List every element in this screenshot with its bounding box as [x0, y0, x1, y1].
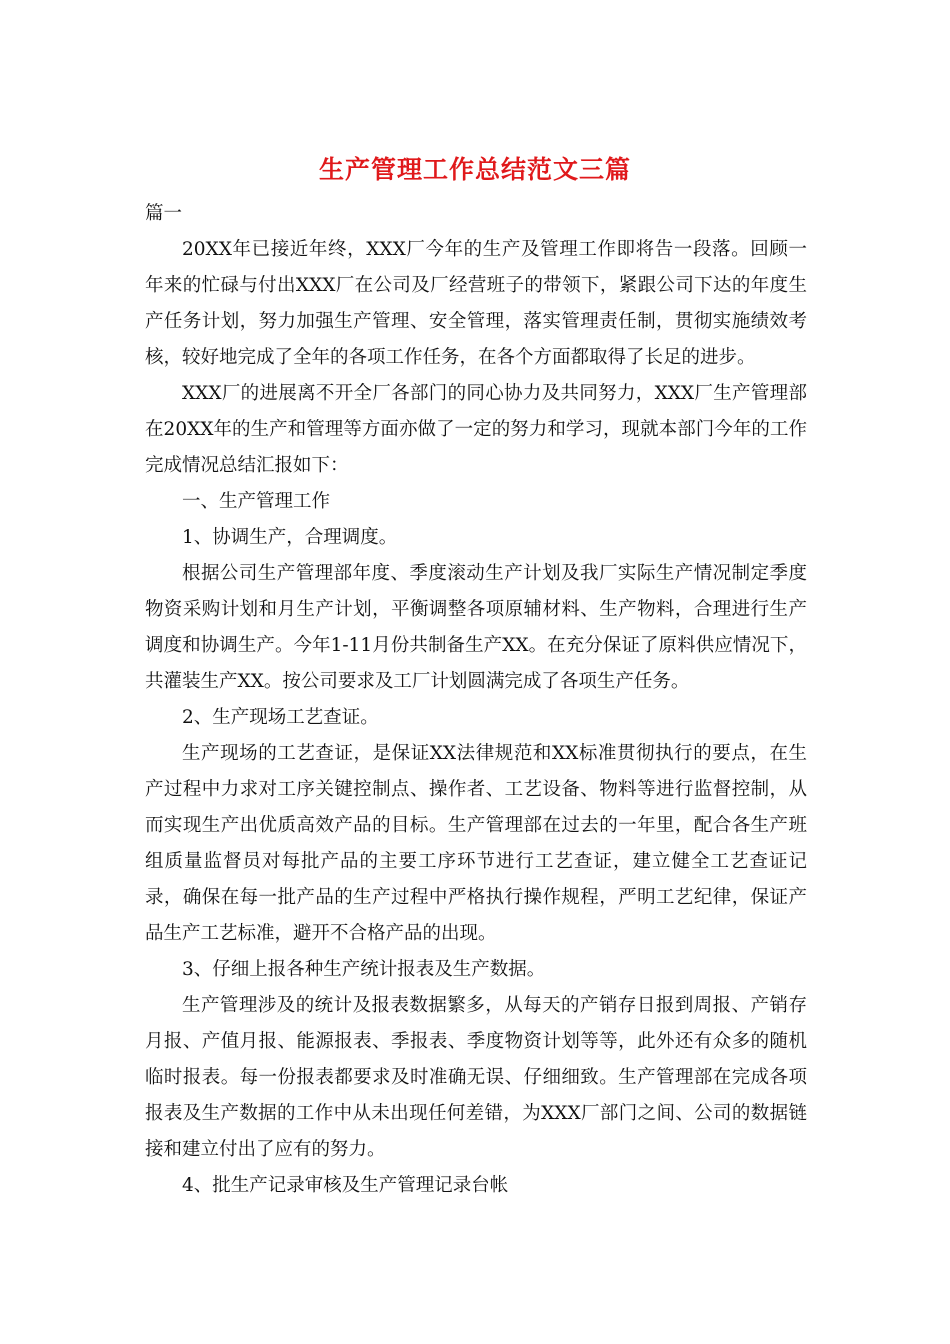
subheading-coordination: 1、协调生产，合理调度。 — [182, 527, 398, 548]
document-body — [145, 196, 807, 1204]
paragraph-coordination: 根据公司生产管理部年度、季度滚动生产计划及我厂实际生产情况制定季度物资采购计划和月生产计划，平衡调整各项原辅材料、生产物料，合理进行生产调度和协调生产。今年1-11月份共制备生产XX。在充分保证了原料供应情况下，共灌装生产XX。按公司要求及工厂计划圆满完成了各项生产任务。 — [145, 563, 807, 692]
subheading-records: 4、批生产记录审核及生产管理记录台帐 — [182, 1175, 509, 1196]
subheading-process-check: 2、生产现场工艺查证。 — [182, 707, 379, 728]
document-title: 生产管理工作总结范文三篇 — [318, 155, 631, 184]
paragraph-intro: 20XX年已接近年终，XXX厂今年的生产及管理工作即将告一段落。回顾一年来的忙碌与付出XXX厂在公司及厂经营班子的带领下，紧跟公司下达的年度生产任务计划，努力加强生产管理、安全管理，落实管理责任制，贯彻实施绩效考核，较好地完成了全年的各项工作任务，在各个方面都取得了长足的进步。 — [145, 239, 807, 368]
paragraph-process-check: 生产现场的工艺查证，是保证XX法律规范和XX标准贯彻执行的要点，在生产过程中力求对工序关键控制点、操作者、工艺设备、物料等进行监督控制，从而实现生产出优质高效产品的目标。生产管理部在过去的一年里，配合各生产班组质量监督员对每批产品的主要工序环节进行工艺查证，建立健全工艺查证记录，确保在每一批产品的生产过程中严格执行操作规程，严明工艺纪律，保证产品生产工艺标准，避开不合格产品的出现。 — [145, 743, 807, 944]
paragraph-reports: 生产管理涉及的统计及报表数据繁多，从每天的产销存日报到周报、产销存月报、产值月报、能源报表、季报表、季度物资计划等等，此外还有众多的随机临时报表。每一份报表都要求及时准确无误、仔细细致。生产管理部在完成各项报表及生产数据的工作中从未出现任何差错，为XXX厂部门之间、公司的数据链接和建立付出了应有的努力。 — [145, 995, 807, 1160]
subheading-reports: 3、仔细上报各种生产统计报表及生产数据。 — [182, 959, 546, 980]
section-label: 篇一 — [145, 203, 183, 224]
paragraph-department: XXX厂的进展离不开全厂各部门的同心协力及共同努力，XXX厂生产管理部在20XX年的生产和管理等方面亦做了一定的努力和学习，现就本部门今年的工作完成情况总结汇报如下： — [145, 383, 807, 476]
heading-production-management: 一、生产管理工作 — [182, 491, 331, 512]
